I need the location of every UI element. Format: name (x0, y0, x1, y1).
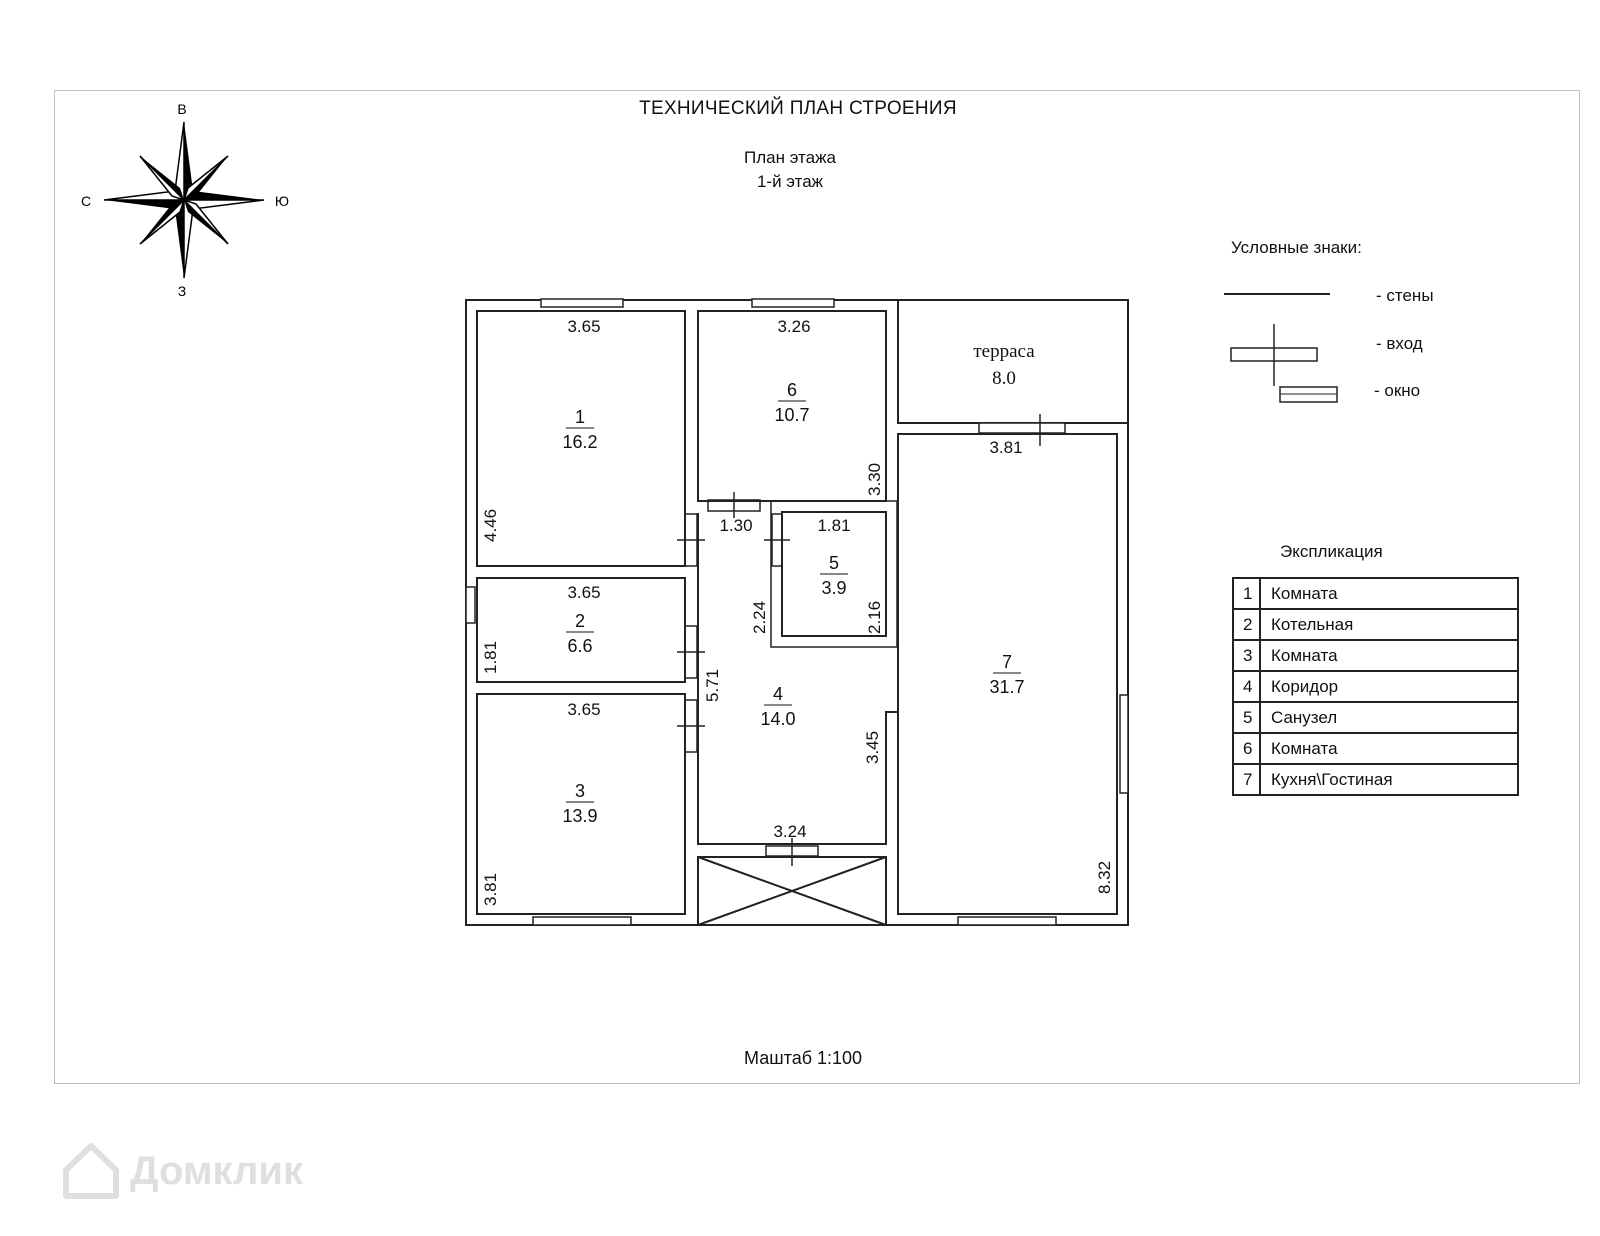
table-row: 5 Санузел (1233, 702, 1518, 733)
window-icon (752, 299, 834, 307)
room-3-number: 3 (574, 781, 586, 801)
room-2-area: 6.6 (567, 636, 593, 656)
room-3-area: 13.9 (562, 806, 598, 826)
dim-room-2-width: 3.65 (567, 583, 601, 602)
room-6-area: 10.7 (774, 405, 810, 425)
legend-title: Условные знаки: (1231, 238, 1362, 257)
room-4-area: 14.0 (760, 709, 796, 729)
table-row: 2 Котельная (1233, 609, 1518, 640)
dim-room-1-height: 4.46 (481, 508, 500, 542)
dim-room-2-height: 1.81 (481, 640, 500, 674)
dim-corridor-right: 3.45 (863, 730, 882, 764)
dim-room-7-width: 3.81 (989, 438, 1023, 457)
floor-number-label: 1-й этаж (756, 172, 824, 191)
table-row: 3 Комната (1233, 640, 1518, 671)
window-icon (979, 423, 1065, 433)
room-4-number: 4 (772, 684, 784, 704)
dim-room-5-height: 2.16 (865, 600, 884, 634)
room-1-area: 16.2 (562, 432, 598, 452)
dim-room-5-width: 1.81 (817, 516, 851, 535)
table-row: 4 Коридор (1233, 671, 1518, 702)
explication-table (1232, 577, 1519, 796)
dim-room-6-width: 3.26 (777, 317, 811, 336)
room-7-walls (898, 434, 1117, 914)
room-3-walls (477, 694, 685, 914)
compass-north-label: В (177, 101, 187, 117)
legend-walls-label: - стены (1376, 286, 1434, 305)
house-logo-icon (60, 1140, 122, 1202)
dim-room-3-height: 3.81 (481, 872, 500, 906)
table-row: 7 Кухня\Гостиная (1233, 764, 1518, 795)
legend-entrance-label: - вход (1376, 334, 1423, 353)
terrace-name: терраса (973, 341, 1035, 362)
window-icon (533, 917, 631, 925)
scale-label: Маштаб 1:100 (744, 1048, 863, 1068)
compass-south-label: З (177, 283, 187, 299)
window-icon (1120, 695, 1128, 793)
legend-window-label: - окно (1374, 381, 1421, 400)
corridor-walls (698, 513, 898, 844)
room-6-number: 6 (786, 380, 798, 400)
window-icon (958, 917, 1056, 925)
room-5-number: 5 (828, 553, 840, 573)
doors (677, 414, 1040, 866)
dim-room-7-height: 8.32 (1095, 860, 1114, 894)
dim-room-3-width: 3.65 (567, 700, 601, 719)
explication-title: Экспликация (1280, 542, 1383, 561)
table-row: 1 Комната (1233, 578, 1518, 609)
room-2-number: 2 (574, 611, 586, 631)
dim-corridor-bottom: 3.24 (773, 822, 807, 841)
dim-corridor-middle: 2.24 (750, 600, 769, 634)
room-7-area: 31.7 (989, 677, 1025, 697)
compass-west-label: С (80, 193, 92, 209)
table-row: 6 Комната (1233, 733, 1518, 764)
terrace-area: 8.0 (992, 368, 1016, 389)
dim-room-1-width: 3.65 (567, 317, 601, 336)
room-1-number: 1 (574, 407, 586, 427)
compass-east-label: Ю (274, 193, 290, 209)
watermark-text: Домклик (130, 1148, 304, 1193)
window-icon (466, 587, 475, 623)
watermark-logo (60, 1140, 303, 1202)
floor-plan-label: План этажа (744, 148, 836, 167)
page-title: ТЕХНИЧЕСКИЙ ПЛАН СТРОЕНИЯ (639, 98, 957, 119)
room-7-number: 7 (1001, 652, 1013, 672)
room-5-area: 3.9 (821, 578, 847, 598)
dim-corridor-top: 1.30 (719, 516, 753, 535)
window-icon (541, 299, 623, 307)
dim-corridor-left: 5.71 (703, 668, 722, 702)
compass-rose-icon (104, 122, 264, 278)
dim-room-6-height: 3.30 (865, 462, 884, 496)
